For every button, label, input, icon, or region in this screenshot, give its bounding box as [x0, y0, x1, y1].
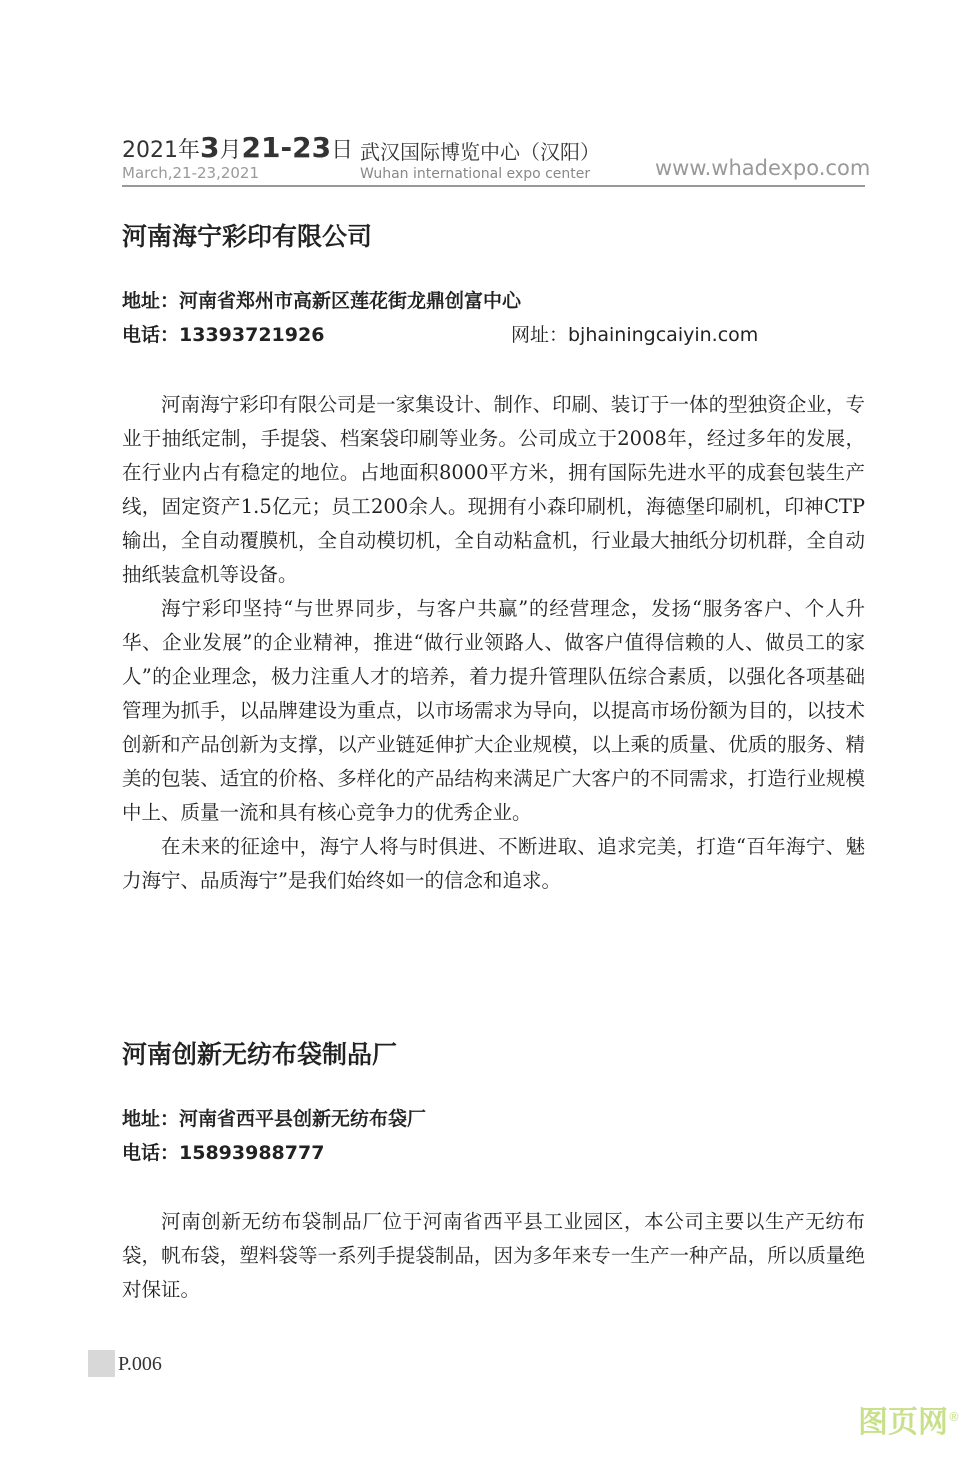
year: 2021年 — [122, 138, 200, 163]
paragraph: 海宁彩印坚持“与世界同步，与客户共赢”的经营理念，发扬“服务客户、个人升华、企业发展”的企业精神，推进“做行业领路人、做客户值得信赖的人、做员工的家人”的企业理念，极力注重人才的培养，着力提升管理队伍综合素质，以强化各项基础管理为抓手，以品牌建设为重点，以市场需求为导向，以提高市场份额为目的，以技术创新和产品创新为支撑，以产业链延伸扩大企业规模，以上乘的质量、优质的服务、精美的包装、适宜的价格、多样化的产品结构来满足广大客户的不同需求，打造行业规模中上、质量一流和具有核心竞争力的优秀企业。 — [122, 597, 865, 824]
registered-mark: ® — [948, 1410, 960, 1424]
company-phone: 电话：13393721926 — [122, 324, 325, 346]
header-venue: 武汉国际博览中心（汉阳） — [360, 140, 600, 164]
paragraph: 河南创新无纺布袋制品厂位于河南省西平县工业园区，本公司主要以生产无纺布袋，帆布袋，塑料袋等一系列手提袋制品，因为多年来专一生产一种产品，所以质量绝对保证。 — [122, 1210, 865, 1301]
company-description — [122, 388, 865, 898]
watermark-text: 图页网 — [858, 1405, 948, 1440]
header-date-en: March,21-23,2021 — [122, 164, 260, 182]
header-url: www.whadexpo.com — [655, 156, 871, 180]
company-address: 地址：河南省西平县创新无纺布袋厂 — [122, 1108, 427, 1130]
header-venue-en: Wuhan international expo center — [360, 166, 591, 182]
month: 3 — [200, 131, 220, 164]
paragraph: 河南海宁彩印有限公司是一家集设计、制作、印刷、装订于一体的型独资企业，专业于抽纸定制，手提袋、档案袋印刷等业务。公司成立于2008年，经过多年的发展，在行业内占有稳定的地位。占地面积8000平方米，拥有国际先进水平的成套包装生产线，固定资产1.5亿元；员工200余人。现拥有小森印刷机，海德堡印刷机，印神CTP输出，全自动覆膜机，全自动模切机，全自动粘盒机，行业最大抽纸分切机群，全自动抽纸装盒机等设备。 — [122, 393, 865, 586]
company-website: 网址：bjhainingcaiyin.com — [511, 324, 759, 346]
days: 21-23 — [241, 131, 332, 164]
header-divider — [122, 185, 865, 187]
day-unit: 日 — [331, 138, 354, 163]
page-number: P.006 — [118, 1353, 162, 1375]
company-title: 河南海宁彩印有限公司 — [122, 222, 373, 251]
page-number-marker — [88, 1350, 115, 1377]
month-unit: 月 — [219, 138, 242, 163]
company-address: 地址：河南省郑州市高新区莲花街龙鼎创富中心 — [122, 290, 522, 312]
watermark-logo — [858, 1405, 960, 1441]
header-date — [122, 131, 354, 164]
company-description — [122, 1205, 865, 1307]
company-phone: 电话：15893988777 — [122, 1142, 325, 1164]
paragraph: 在未来的征途中，海宁人将与时俱进、不断进取、追求完美，打造“百年海宁、魅力海宁、品质海宁”是我们始终如一的信念和追求。 — [122, 835, 865, 892]
company-title: 河南创新无纺布袋制品厂 — [122, 1040, 398, 1069]
